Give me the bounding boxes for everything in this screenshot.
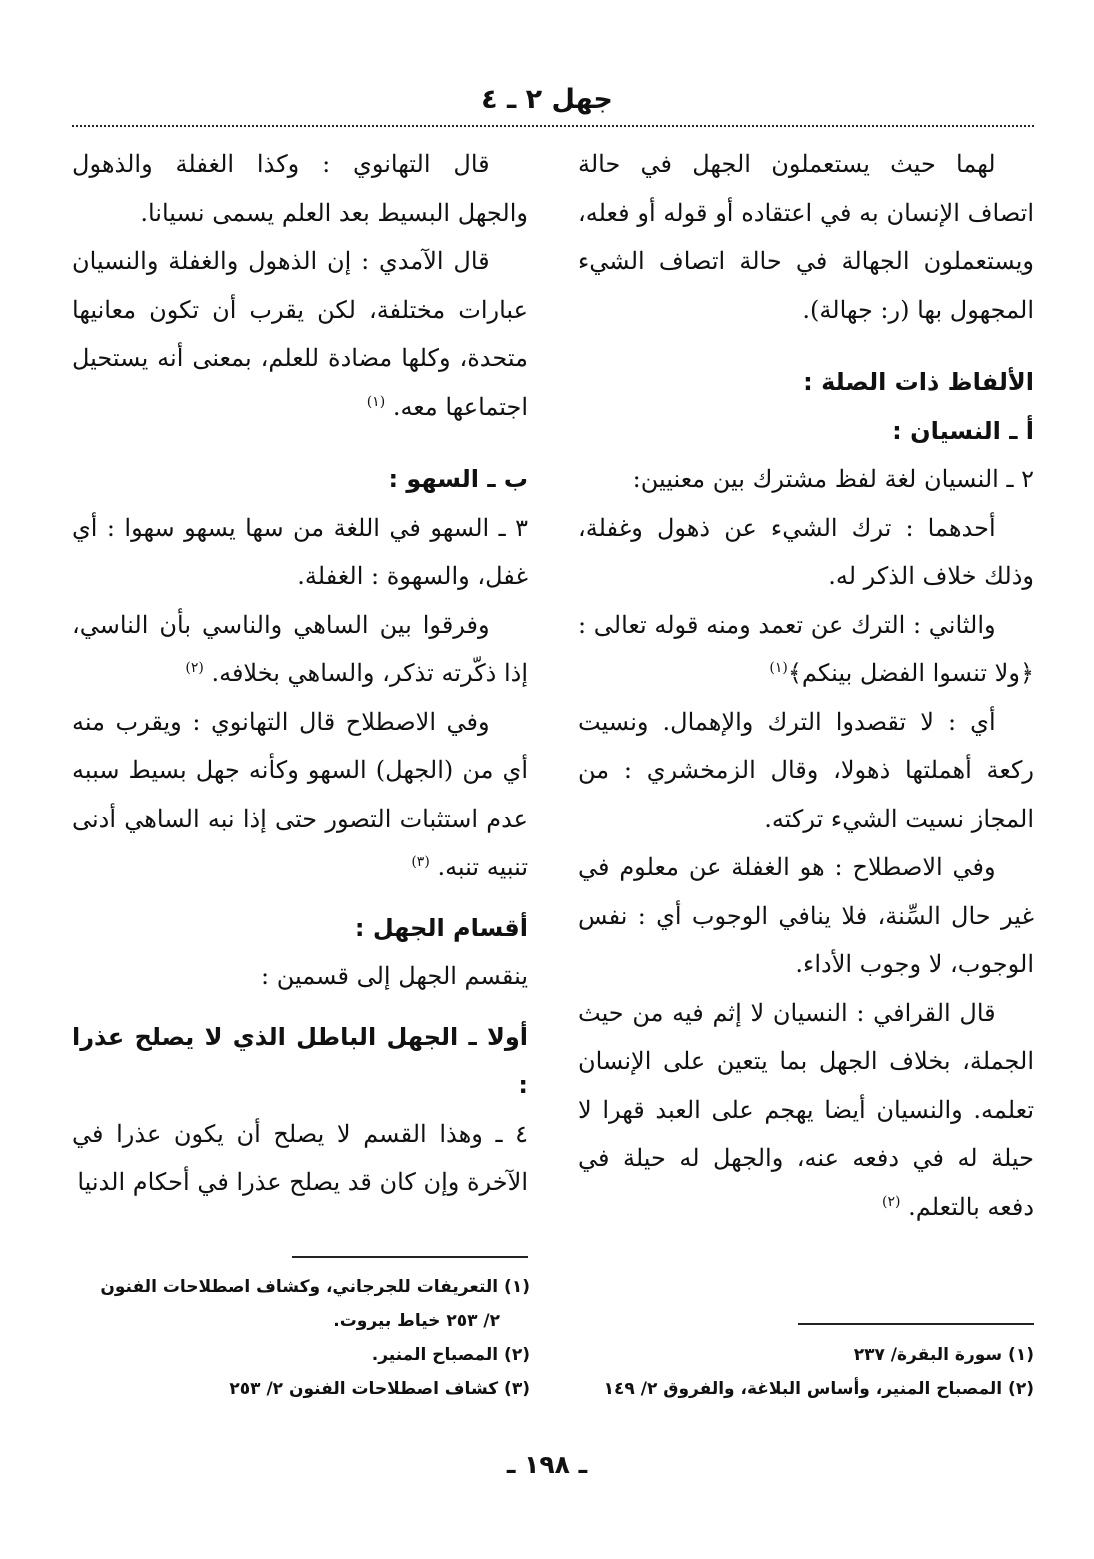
right-column — [578, 140, 1034, 1231]
footnote-right-2: (٢) المصباح المنير، وأساس البلاغة، والفروق ٢/ ١٤٩ — [603, 1379, 1034, 1399]
heading-nisyan: أ ـ النسيان : — [892, 416, 1034, 445]
right-paragraph-7 — [578, 989, 1034, 1232]
left-paragraph-7: ٤ ـ وهذا القسم لا يصلح أن يكون عذرا في الآخرة وإن كان قد يصلح عذرا في أحكام الدنيا — [72, 1119, 528, 1196]
footnote-ref: (١) — [769, 660, 788, 676]
header-dotted-rule — [72, 125, 1034, 127]
left-paragraph-5 — [72, 698, 528, 892]
left-paragraph-4-text: وفرقوا بين الساهي والناسي بأن الناسي، إذا ذكّرته تذكر، والساهي بخلافه. — [72, 610, 528, 687]
heading-sahw: ب ـ السهو : — [388, 465, 528, 493]
footnote-ref: (٢) — [881, 1193, 901, 1210]
left-paragraph-2 — [72, 237, 528, 431]
right-paragraph-6: وفي الاصطلاح : هو الغفلة عن معلوم في غير حال السِّنة، فلا ينافي الوجوب أي : نفس الوجوب، لا وجوب الأداء. — [578, 853, 1034, 978]
footnote-ref: (١) — [366, 393, 386, 410]
left-paragraph-1: قال التهانوي : وكذا الغفلة والذهول والجهل البسيط بعد العلم يسمى نسيانا. — [72, 150, 528, 227]
right-paragraph-3: أحدهما : ترك الشيء عن ذهول وغفلة، وذلك خلاف الذكر له. — [578, 513, 1034, 590]
right-paragraph-1: لهما حيث يستعملون الجهل في حالة اتصاف الإنسان به في اعتقاده أو قوله أو فعله، ويستعملون الجهالة في حالة اتصاف الشيء المجهول بها (ر: جهالة). — [578, 150, 1034, 324]
heading-types-of-ignorance: أقسام الجهل : — [354, 913, 528, 942]
footnote-rule-right — [798, 1323, 1034, 1325]
page-header-title: جهل ٢ ـ ٤ — [481, 84, 613, 115]
left-paragraph-6: ينقسم الجهل إلى قسمين : — [260, 962, 528, 990]
footnotes-right — [578, 1338, 1034, 1406]
left-column — [72, 140, 528, 1207]
left-paragraph-4 — [72, 601, 528, 698]
right-paragraph-4 — [578, 601, 1034, 698]
footnote-left-1: (١) التعريفات للجرجاني، وكشاف اصطلاحات الفنون — [100, 1277, 530, 1297]
heading-related-terms: الألفاظ ذات الصلة : — [803, 368, 1034, 396]
footnotes-left — [60, 1270, 530, 1406]
footnote-left-1-cont: ٢/ ٢٥٣ خياط بيروت. — [333, 1311, 500, 1331]
left-paragraph-3: ٣ ـ السهو في اللغة من سها يسهو سهوا : أي غفل، والسهوة : الغفلة. — [72, 513, 528, 590]
footnote-ref: (٢) — [185, 660, 204, 676]
page-number: ـ ١٩٨ ـ — [506, 1450, 588, 1479]
right-paragraph-4-text: والثاني : الترك عن تعمد ومنه قوله تعالى : ﴿ولا تنسوا الفضل بينكم﴾ — [578, 610, 1034, 687]
footnote-ref: (٣) — [411, 854, 430, 870]
left-paragraph-2-text: قال الآمدي : إن الذهول والغفلة والنسيان عبارات مختلفة، لكن يقرب أن تكون معانيها متحدة، وكلها مضادة للعلم، بمعنى أنه يستحيل اجتماعها معه. — [72, 247, 528, 421]
footnote-left-3: (٣) كشاف اصطلاحات الفنون ٢/ ٢٥٣ — [229, 1379, 530, 1399]
footnote-left-2: (٢) المصباح المنير. — [371, 1345, 530, 1365]
right-paragraph-2: ٢ ـ النسيان لغة لفظ مشترك بين معنيين: — [632, 465, 1034, 493]
right-paragraph-5: أي : لا تقصدوا الترك والإهمال. ونسيت ركعة أهملتها ذهولا، وقال الزمخشري : من المجاز نسيت الشيء تركته. — [578, 707, 1034, 833]
right-paragraph-7-text: قال القرافي : النسيان لا إثم فيه من حيث الجملة، بخلاف الجهل بما يتعين على الإنسان تعلمه. والنسيان أيضا يهجم على العبد قهرا لا حيلة له في دفعه عنه، والجهل له حيلة في دفعه بالتعلم. — [578, 998, 1034, 1221]
footnote-right-1: (١) سورة البقرة/ ٢٣٧ — [853, 1345, 1034, 1365]
left-paragraph-5-text: وفي الاصطلاح قال التهانوي : ويقرب منه أي من (الجهل) السهو وكأنه جهل بسيط سببه عدم استثبات التصور حتى إذا نبه الساهي أدنى تنبيه تنبه. — [72, 707, 528, 881]
footnote-rule-left — [292, 1256, 528, 1258]
heading-first-type: أولا ـ الجهل الباطل الذي لا يصلح عذرا : — [72, 1022, 528, 1099]
